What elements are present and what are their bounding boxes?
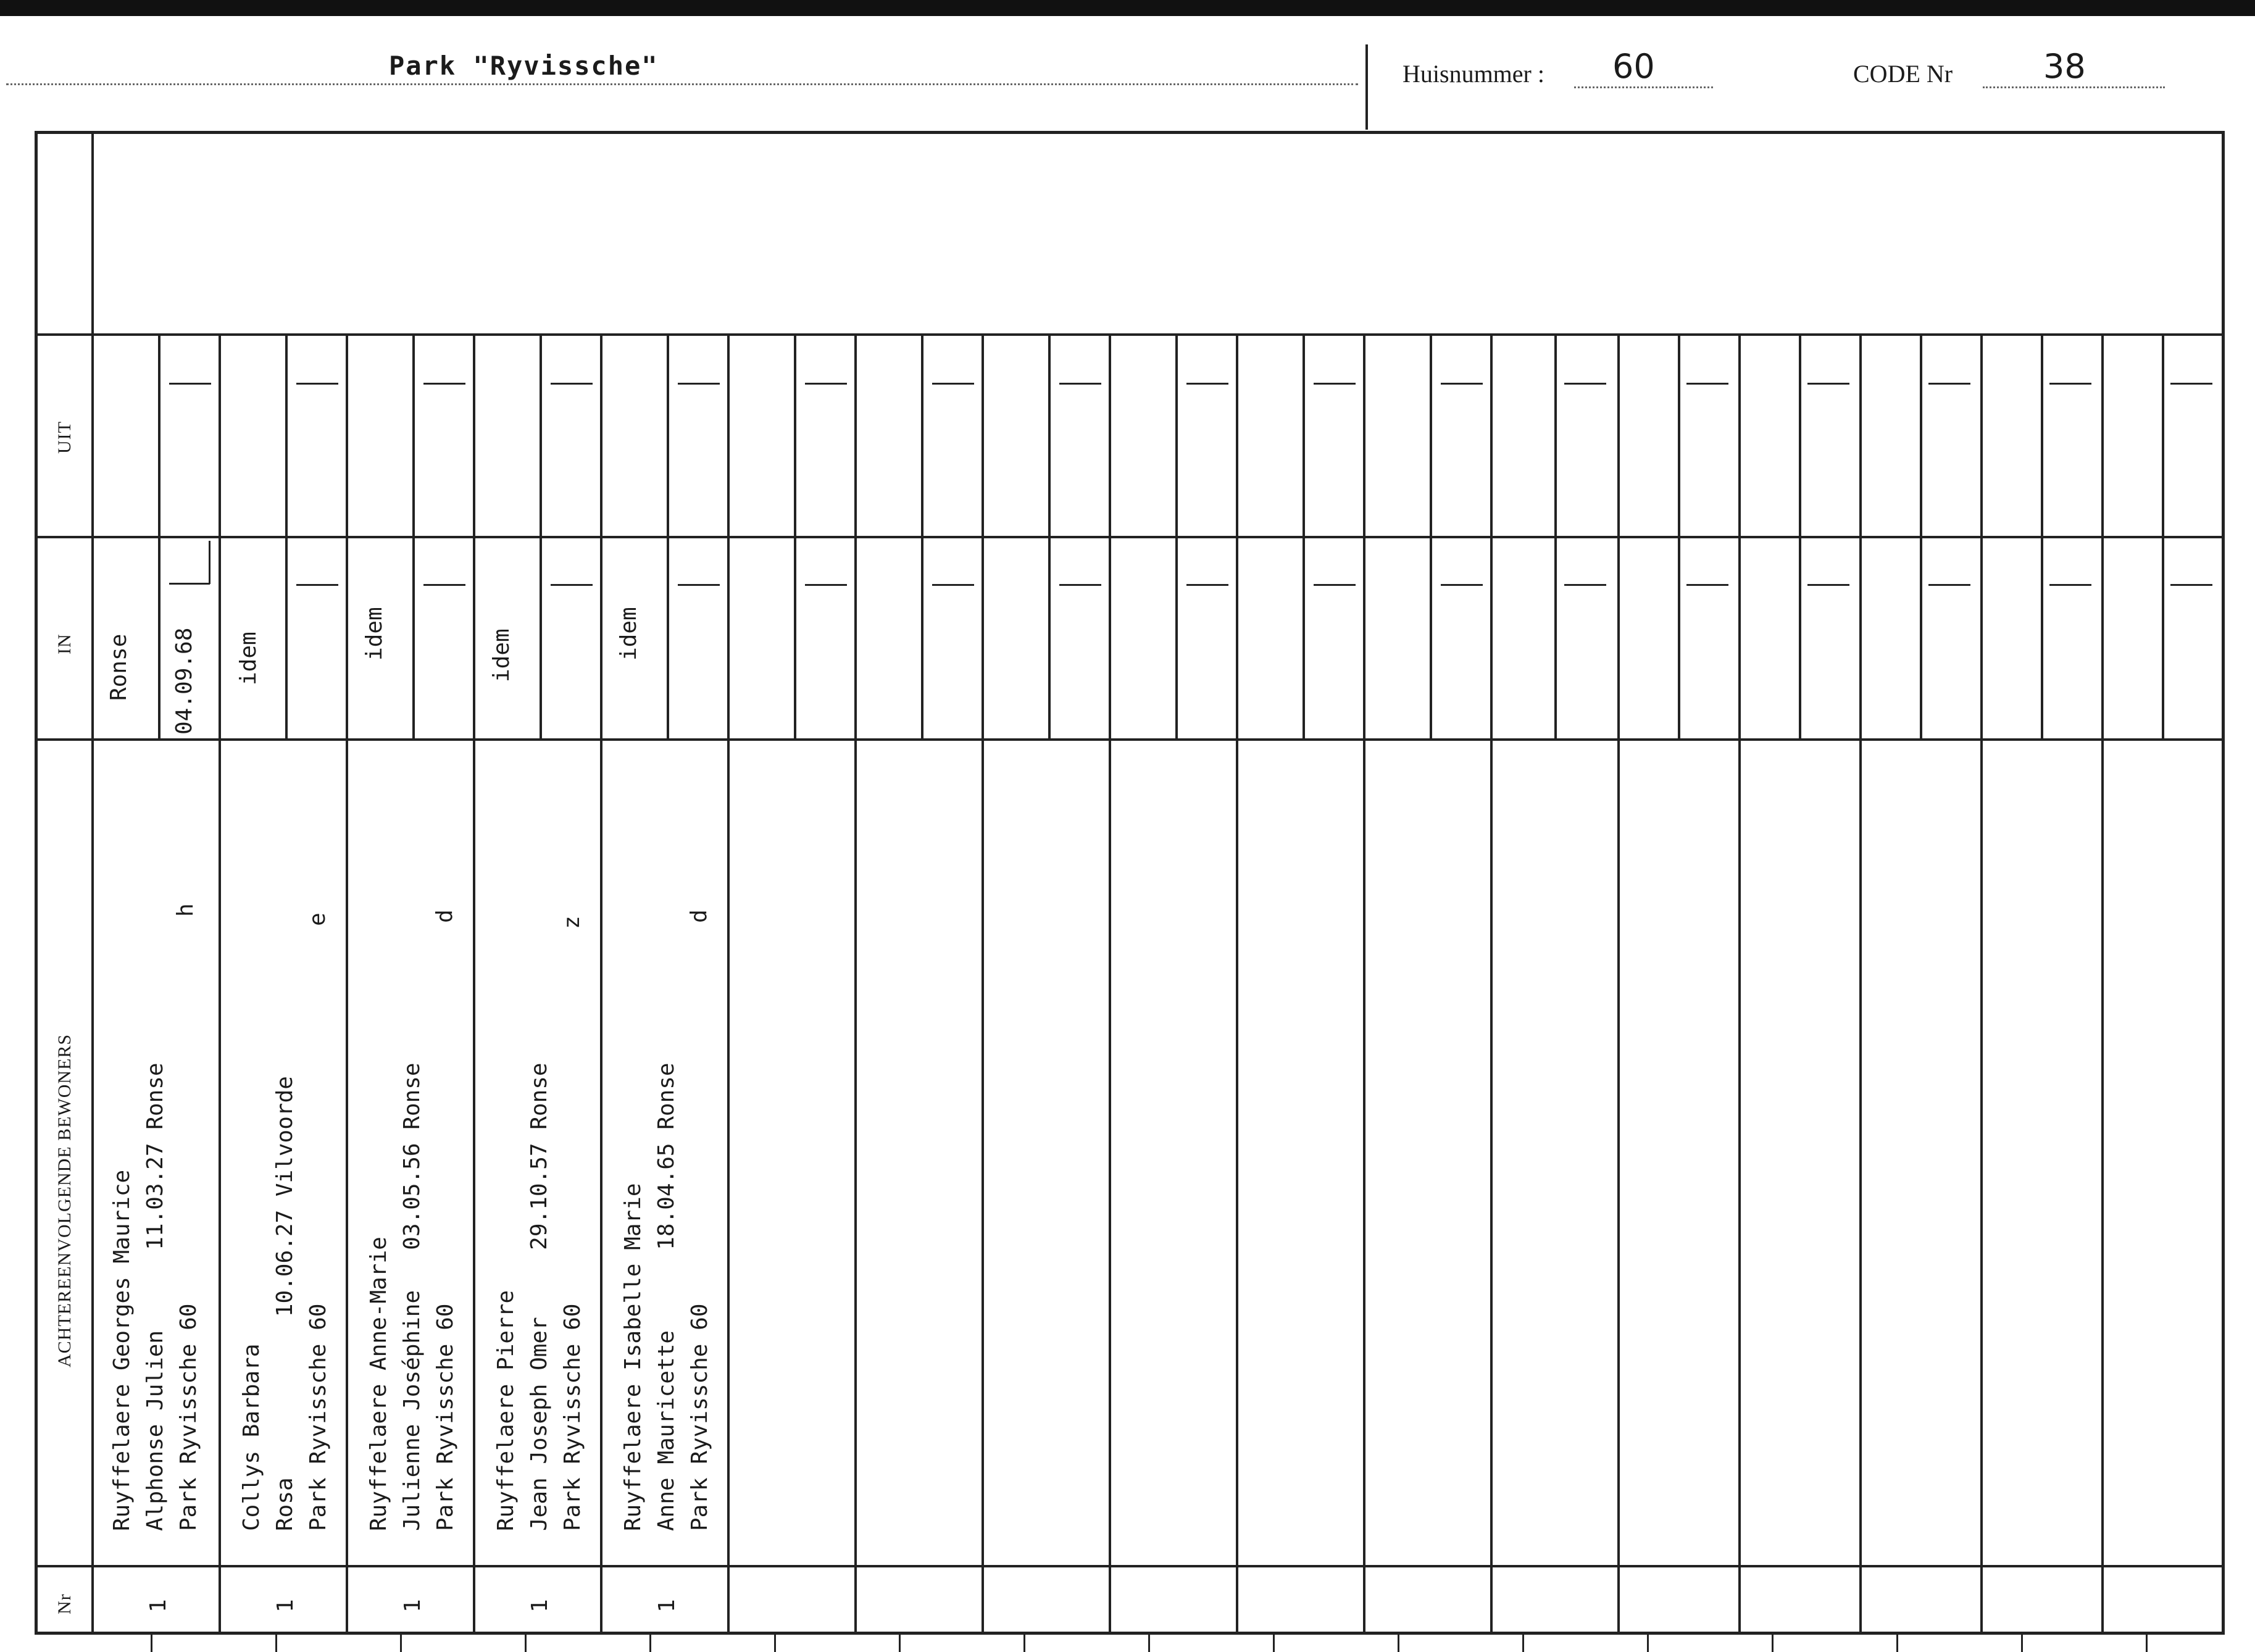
empty-dash [2170, 584, 2212, 586]
sub-column-line [1678, 333, 1680, 738]
empty-dash [551, 584, 593, 586]
sub-column-line [1799, 333, 1801, 738]
bottom-tick [151, 1635, 152, 1652]
bottom-tick [1398, 1635, 1399, 1652]
entry-in-date: 04.09.68 [172, 627, 197, 735]
date-box-edge [209, 541, 210, 584]
resident-birth-line: Anne Mauricette 18.04.65 Ronse [654, 1062, 679, 1531]
resident-code: d [686, 909, 712, 923]
column-line [982, 333, 984, 1635]
sub-column-line [921, 333, 923, 738]
resident-address-line: Park Ryvissche 60 [433, 1303, 458, 1531]
empty-dash [1441, 383, 1483, 385]
empty-dash [1314, 383, 1356, 385]
resident-address-line: Park Ryvissche 60 [176, 1303, 201, 1531]
resident-code: h [173, 903, 198, 917]
empty-dash [1564, 383, 1606, 385]
top-border-bar [0, 0, 2255, 16]
band-line-top [35, 333, 2225, 336]
resident-address-line: Park Ryvissche 60 [687, 1303, 712, 1531]
resident-birth-line: Julienne Joséphine 03.05.56 Ronse [399, 1062, 425, 1531]
resident-code: d [432, 909, 457, 923]
column-line [854, 333, 857, 1635]
header-divider [1365, 44, 1368, 130]
row-label-residents: ACHTEREENVOLGENDE BEWONERS [54, 1033, 75, 1367]
band-line-residents-nr [35, 1565, 2225, 1567]
empty-dash [1928, 383, 1970, 385]
entry-nr: 1 [273, 1599, 298, 1612]
column-line [1980, 333, 1983, 1635]
empty-dash [1686, 383, 1728, 385]
house-number-label: Huisnummer : [1403, 60, 1544, 88]
entry-nr: 1 [146, 1599, 171, 1612]
empty-dash [296, 383, 338, 385]
band-line-in-residents [35, 738, 2225, 741]
entry-in-place: Ronse [106, 633, 131, 701]
empty-dash [1564, 584, 1606, 586]
bottom-tick [1647, 1635, 1649, 1652]
resident-code: e [305, 912, 330, 926]
empty-dash [932, 584, 974, 586]
empty-dash [2049, 584, 2091, 586]
resident-name-line: Ruyffelaere Isabelle Marie [620, 1183, 646, 1531]
empty-dash [423, 584, 465, 586]
bottom-tick [525, 1635, 527, 1652]
entry-in-place: idem [616, 607, 641, 661]
band-line-uit-in [35, 536, 2225, 538]
code-label: CODE Nr [1853, 60, 1953, 88]
empty-dash [678, 584, 720, 586]
code-dotted-line [1983, 86, 2165, 88]
empty-dash [423, 383, 465, 385]
empty-dash [1314, 584, 1356, 586]
entry-nr: 1 [527, 1599, 552, 1612]
sub-column-line [158, 333, 160, 738]
sub-column-line [794, 333, 796, 738]
column-line [1236, 333, 1238, 1635]
empty-dash [805, 584, 847, 586]
column-line [219, 333, 221, 1635]
column-line [473, 333, 475, 1635]
column-line [1738, 333, 1741, 1635]
empty-dash [2170, 383, 2212, 385]
entry-in-place: idem [362, 607, 387, 661]
column-line [1490, 333, 1493, 1635]
empty-dash [1686, 584, 1728, 586]
empty-dash [1928, 584, 1970, 586]
resident-address-line: Park Ryvissche 60 [306, 1303, 331, 1531]
column-line [600, 333, 602, 1635]
column-line [727, 333, 730, 1635]
empty-dash [932, 383, 974, 385]
bottom-tick [774, 1635, 776, 1652]
resident-birth-line: Jean Joseph Omer 29.10.57 Ronse [527, 1062, 552, 1531]
sub-column-line [2041, 333, 2043, 738]
bottom-tick [1273, 1635, 1275, 1652]
empty-dash [296, 584, 338, 586]
label-column-divider [91, 131, 94, 1635]
house-number-value: 60 [1612, 47, 1655, 86]
column-line [1617, 333, 1620, 1635]
empty-dash [1807, 584, 1849, 586]
entry-in-place: idem [489, 628, 514, 682]
bottom-tick [1148, 1635, 1150, 1652]
column-line [1109, 333, 1111, 1635]
bottom-tick [899, 1635, 901, 1652]
bottom-tick [649, 1635, 651, 1652]
empty-dash [1059, 584, 1101, 586]
resident-name-line: Ruyffelaere Pierre [493, 1290, 519, 1531]
empty-dash [678, 383, 720, 385]
bottom-tick [275, 1635, 277, 1652]
entry-nr: 1 [654, 1599, 680, 1612]
bottom-tick [400, 1635, 402, 1652]
sub-column-line [285, 333, 288, 738]
bottom-tick [1772, 1635, 1774, 1652]
date-box-underline [169, 583, 210, 585]
sub-column-line [412, 333, 415, 738]
empty-dash [551, 383, 593, 385]
entry-nr: 1 [400, 1599, 425, 1612]
resident-address-line: Park Ryvissche 60 [560, 1303, 585, 1531]
sub-column-line [1920, 333, 1922, 738]
column-line [1859, 333, 1862, 1635]
column-line [346, 333, 348, 1635]
entry-in-place: idem [236, 632, 261, 685]
empty-dash [1186, 584, 1228, 586]
sub-column-line [1430, 333, 1432, 738]
street-name: Park "Ryvissche" [389, 51, 659, 81]
resident-name-line: Ruyffelaere Georges Maurice [109, 1169, 135, 1531]
resident-birth-line: Alphonse Julien 11.03.27 Ronse [143, 1062, 168, 1531]
sub-column-line [540, 333, 542, 738]
row-label-in: IN [54, 633, 75, 654]
empty-dash [1807, 383, 1849, 385]
empty-dash [2049, 383, 2091, 385]
sub-column-line [1303, 333, 1305, 738]
resident-name-line: Collys Barbara [239, 1343, 264, 1531]
row-label-nr: Nr [54, 1593, 75, 1614]
empty-dash [1441, 584, 1483, 586]
empty-dash [1186, 383, 1228, 385]
sub-column-line [2162, 333, 2164, 738]
empty-dash [169, 383, 211, 385]
street-dotted-line [6, 83, 1358, 85]
empty-dash [805, 383, 847, 385]
resident-code: z [559, 916, 585, 929]
bottom-tick [1522, 1635, 1524, 1652]
resident-name-line: Ruyffelaere Anne-Marie [366, 1237, 391, 1531]
resident-birth-line: Rosa 10.06.27 Vilvoorde [272, 1076, 298, 1531]
row-label-uit: UIT [54, 421, 75, 454]
house-number-dotted-line [1574, 86, 1713, 88]
sub-column-line [1554, 333, 1557, 738]
bottom-tick [2146, 1635, 2148, 1652]
bottom-tick [2021, 1635, 2023, 1652]
column-line [2101, 333, 2104, 1635]
bottom-tick [1023, 1635, 1025, 1652]
code-number-value: 38 [2043, 47, 2086, 86]
bottom-tick [1896, 1635, 1898, 1652]
sub-column-line [1175, 333, 1178, 738]
column-line [1363, 333, 1365, 1635]
sub-column-line [667, 333, 669, 738]
empty-dash [1059, 383, 1101, 385]
sub-column-line [1048, 333, 1051, 738]
